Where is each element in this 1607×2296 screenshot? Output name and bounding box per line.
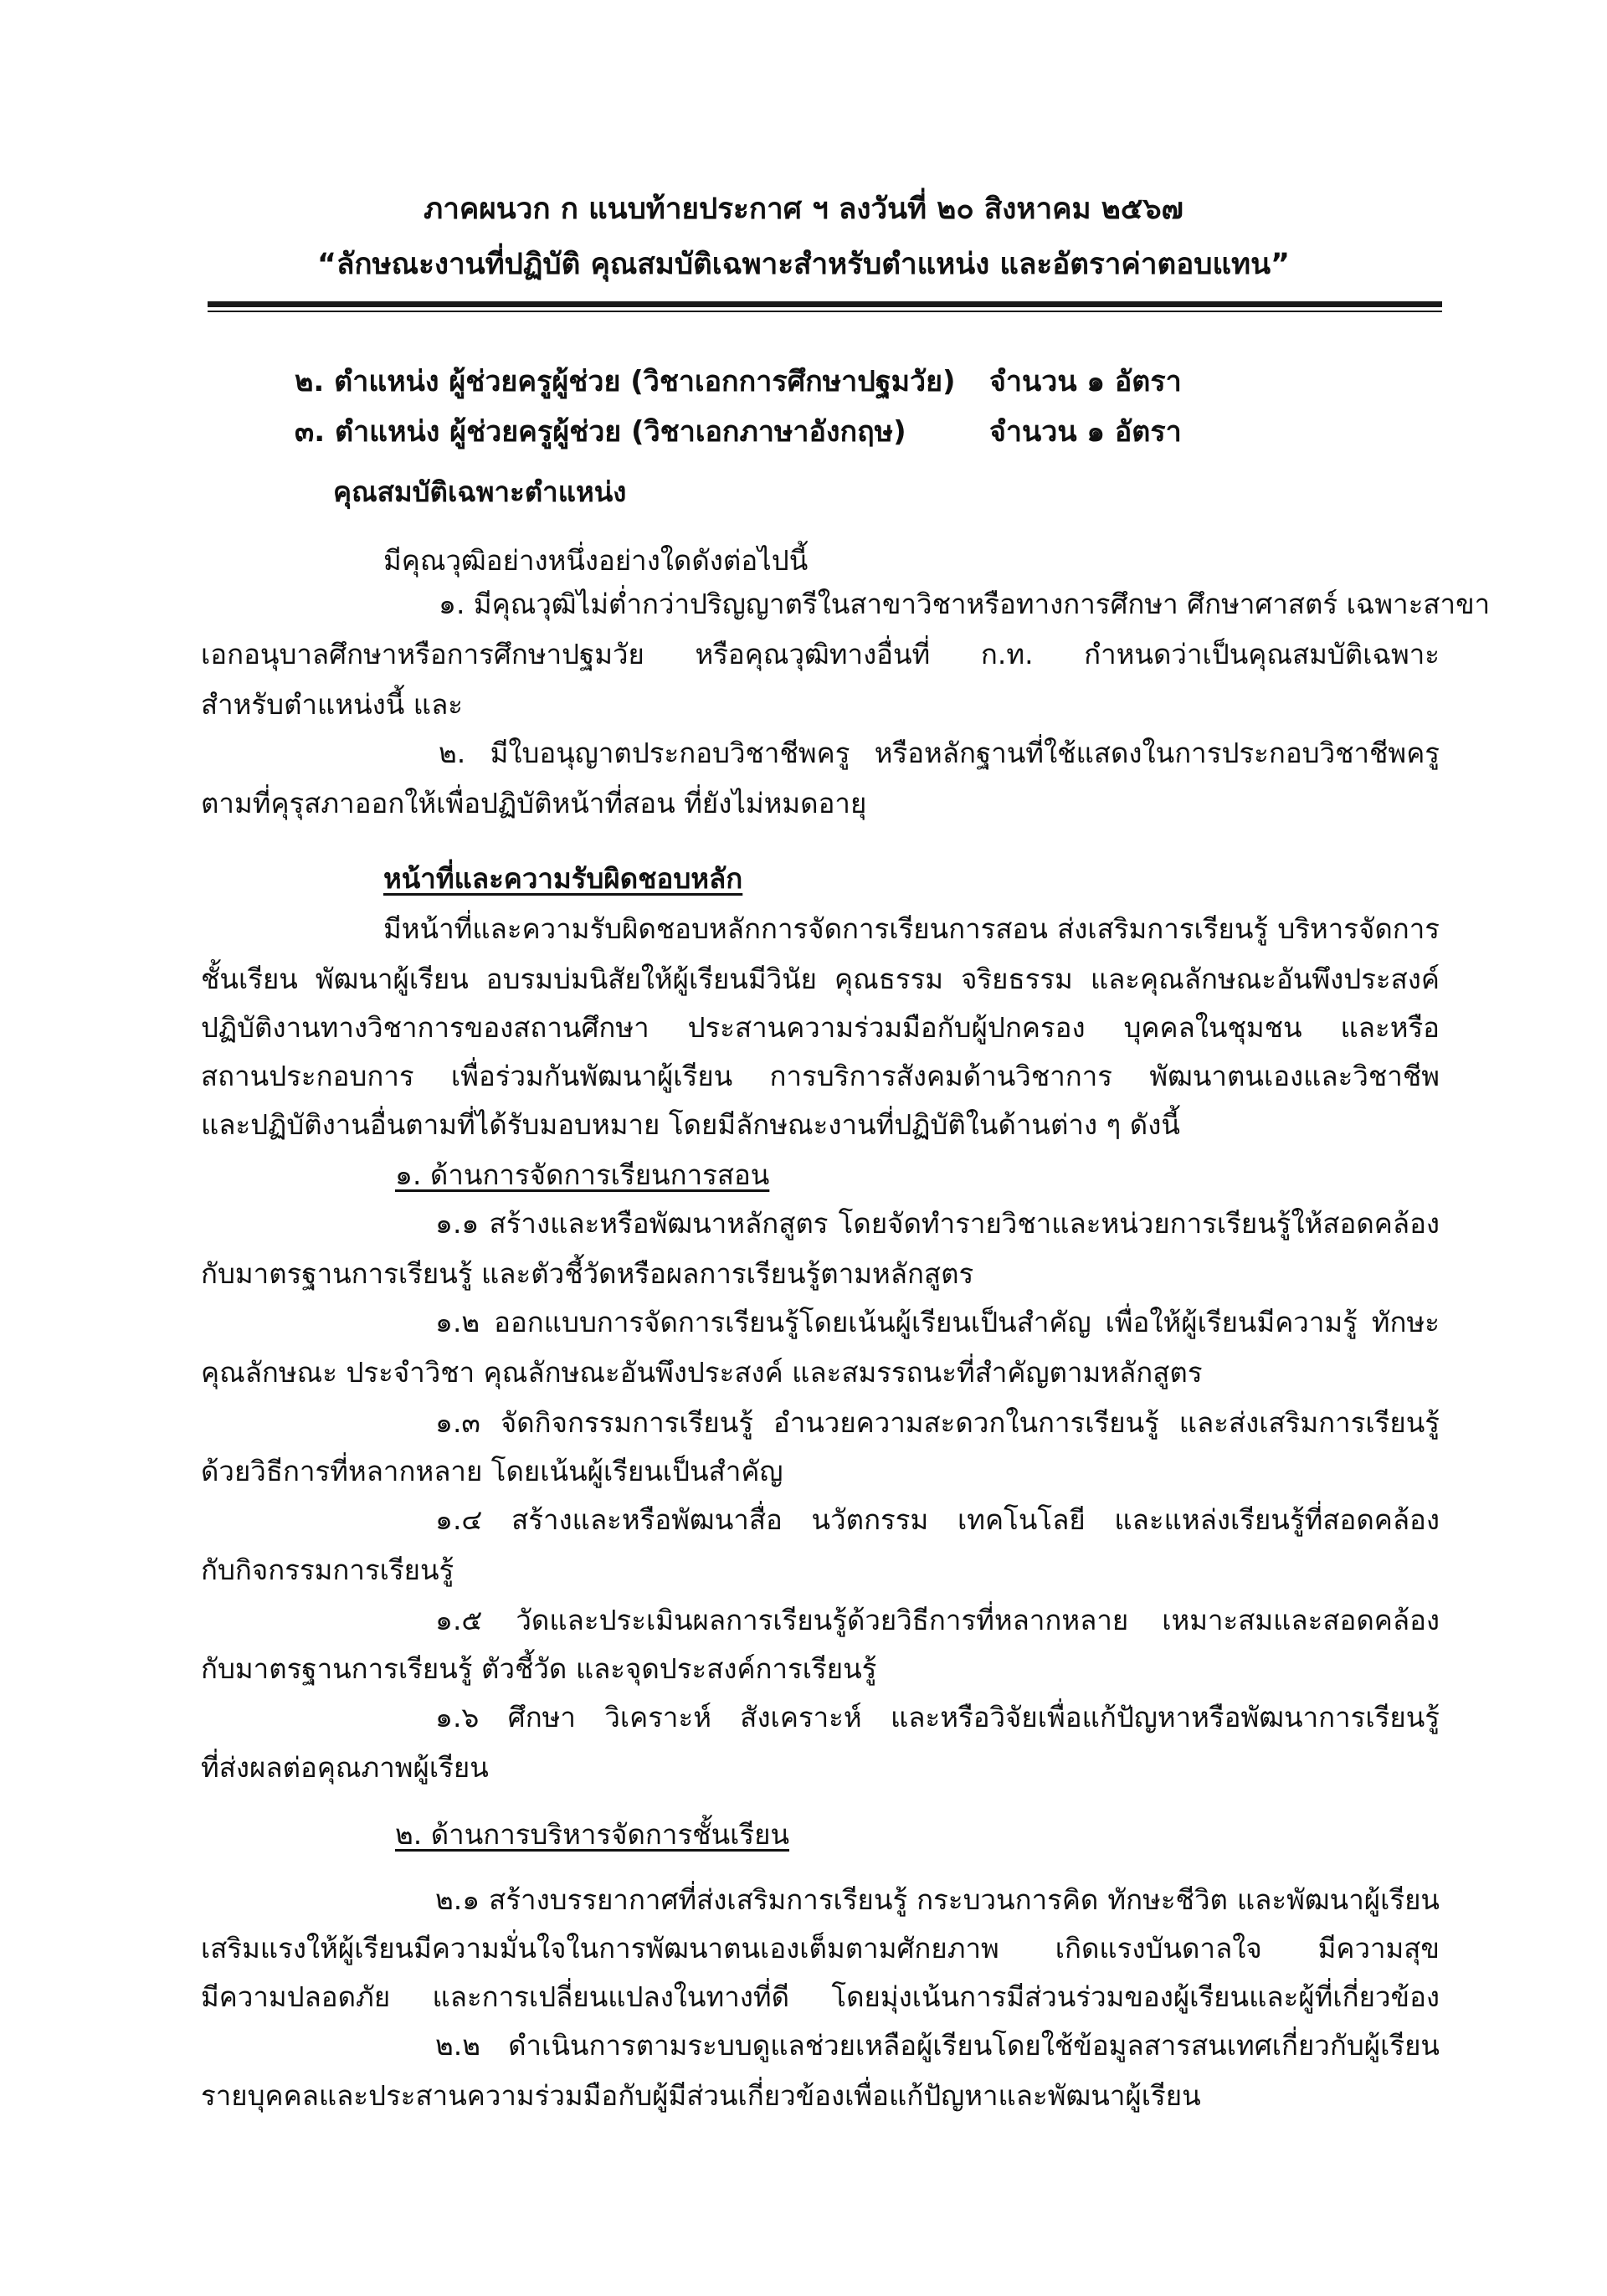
duties-intro-line-3: ปฏิบัติงานทางวิชาการของสถานศึกษา ประสานความร่วมมือกับผู้ปกครอง บุคคลในชุมชน และหรือ xyxy=(201,1011,1440,1044)
item-2-2-line-2: รายบุคคลและประสานความร่วมมือกับผู้มีส่วนเกี่ยวข้องเพื่อแก้ปัญหาและพัฒนาผู้เรียน xyxy=(201,2079,1201,2112)
duties-intro-line-5: และปฏิบัติงานอื่นตามที่ได้รับมอบหมาย โดยมีลักษณะงานที่ปฏิบัติในด้านต่าง ๆ ดังนี้ xyxy=(201,1108,1180,1141)
item-1-1-line-1: ๑.๑ สร้างและหรือพัฒนาหลักสูตร โดยจัดทำรายวิชาและหน่วยการเรียนรู้ให้สอดคล้อง xyxy=(435,1207,1440,1240)
position-count-2: จำนวน ๑ อัตรา xyxy=(989,365,1182,398)
duties-intro-line-1: มีหน้าที่และความรับผิดชอบหลักการจัดการเรียนการสอน ส่งเสริมการเรียนรู้ บริหารจัดการ xyxy=(383,912,1440,945)
section-1-heading: ๑. ด้านการจัดการเรียนการสอน xyxy=(395,1158,770,1191)
duties-intro-line-4: สถานประกอบการ เพื่อร่วมกันพัฒนาผู้เรียน การบริการสังคมด้านวิชาการ พัฒนาตนเองและวิชาชีพ xyxy=(201,1060,1440,1092)
item-2-1-line-3: มีความปลอดภัย และการเปลี่ยนแปลงในทางที่ดี โดยมุ่งเน้นการมีส่วนร่วมของผู้เรียนและผู้ที่เกี่ยวข้อง xyxy=(201,1980,1440,2013)
item-1-3-line-2: ด้วยวิธีการที่หลากหลาย โดยเน้นผู้เรียนเป็นสำคัญ xyxy=(201,1455,783,1487)
item-1-4-line-1: ๑.๔ สร้างและหรือพัฒนาสื่อ นวัตกรรม เทคโนโลยี และแหล่งเรียนรู้ที่สอดคล้อง xyxy=(435,1503,1440,1536)
duties-heading: หน้าที่และความรับผิดชอบหลัก xyxy=(383,862,743,895)
qualifications-heading: คุณสมบัติเฉพาะตำแหน่ง xyxy=(333,475,627,508)
item-1-6-line-1: ๑.๖ ศึกษา วิเคราะห์ สังเคราะห์ และหรือวิจัยเพื่อแก้ปัญหาหรือพัฒนาการเรียนรู้ xyxy=(435,1701,1440,1734)
qualification-1-line-1: ๑. มีคุณวุฒิไม่ต่ำกว่าปริญญาตรีในสาขาวิชาหรือทางการศึกษา ศึกษาศาสตร์ เฉพาะสาขา xyxy=(439,588,1491,620)
header-line-1: ภาคผนวก ก แนบท้ายประกาศ ฯ ลงวันที่ ๒๐ สิงหาคม ๒๕๖๗ xyxy=(424,193,1183,226)
header-divider-thick xyxy=(208,301,1442,307)
qualification-1-line-3: สำหรับตำแหน่งนี้ และ xyxy=(201,688,464,721)
item-1-2-line-2: คุณลักษณะ ประจำวิชา คุณลักษณะอันพึงประสงค์ และสมรรถนะที่สำคัญตามหลักสูตร xyxy=(201,1356,1203,1389)
section-2-heading: ๒. ด้านการบริหารจัดการชั้นเรียน xyxy=(395,1818,790,1851)
duties-intro-line-2: ชั้นเรียน พัฒนาผู้เรียน อบรมบ่มนิสัยให้ผู้เรียนมีวินัย คุณธรรม จริยธรรม และคุณลักษณะอันพึงประสงค์ xyxy=(201,963,1440,995)
position-title-2: ๒. ตำแหน่ง ผู้ช่วยครูผู้ช่วย (วิชาเอกการศึกษาปฐมวัย) xyxy=(295,365,956,398)
position-title-3: ๓. ตำแหน่ง ผู้ช่วยครูผู้ช่วย (วิชาเอกภาษาอังกฤษ) xyxy=(295,415,906,449)
item-2-1-line-1: ๒.๑ สร้างบรรยากาศที่ส่งเสริมการเรียนรู้ กระบวนการคิด ทักษะชีวิต และพัฒนาผู้เรียน xyxy=(435,1883,1440,1916)
item-2-2-line-1: ๒.๒ ดำเนินการตามระบบดูแลช่วยเหลือผู้เรียนโดยใช้ข้อมูลสารสนเทศเกี่ยวกับผู้เรียน xyxy=(435,2029,1440,2062)
item-1-2-line-1: ๑.๒ ออกแบบการจัดการเรียนรู้โดยเน้นผู้เรียนเป็นสำคัญ เพื่อให้ผู้เรียนมีความรู้ ทักษะ xyxy=(435,1306,1440,1338)
position-count-3: จำนวน ๑ อัตรา xyxy=(989,415,1182,449)
header-line-2: “ลักษณะงานที่ปฏิบัติ คุณสมบัติเฉพาะสำหรับตำแหน่ง และอัตราค่าตอบแทน” xyxy=(316,248,1291,281)
qualification-2-line-1: ๒. มีใบอนุญาตประกอบวิชาชีพครู หรือหลักฐานที่ใช้แสดงในการประกอบวิชาชีพครู xyxy=(439,737,1440,769)
item-1-3-line-1: ๑.๓ จัดกิจกรรมการเรียนรู้ อำนวยความสะดวกในการเรียนรู้ และส่งเสริมการเรียนรู้ xyxy=(435,1406,1440,1439)
qualification-1-line-2: เอกอนุบาลศึกษาหรือการศึกษาปฐมวัย หรือคุณวุฒิทางอื่นที่ ก.ท. กำหนดว่าเป็นคุณสมบัติเฉพาะ xyxy=(201,638,1440,670)
qualification-2-line-2: ตามที่คุรุสภาออกให้เพื่อปฏิบัติหน้าที่สอน ที่ยังไม่หมดอายุ xyxy=(201,787,867,819)
item-1-4-line-2: กับกิจกรรมการเรียนรู้ xyxy=(201,1554,454,1586)
qualifications-intro: มีคุณวุฒิอย่างหนึ่งอย่างใดดังต่อไปนี้ xyxy=(383,544,809,577)
item-1-6-line-2: ที่ส่งผลต่อคุณภาพผู้เรียน xyxy=(201,1751,489,1784)
item-2-1-line-2: เสริมแรงให้ผู้เรียนมีความมั่นใจในการพัฒนาตนเองเต็มตามศักยภาพ เกิดแรงบันดาลใจ มีความสุข xyxy=(201,1932,1440,1965)
header-divider-thin xyxy=(208,311,1442,312)
item-1-1-line-2: กับมาตรฐานการเรียนรู้ และตัวชี้วัดหรือผลการเรียนรู้ตามหลักสูตร xyxy=(201,1257,974,1290)
item-1-5-line-2: กับมาตรฐานการเรียนรู้ ตัวชี้วัด และจุดประสงค์การเรียนรู้ xyxy=(201,1652,877,1685)
item-1-5-line-1: ๑.๕ วัดและประเมินผลการเรียนรู้ด้วยวิธีการที่หลากหลาย เหมาะสมและสอดคล้อง xyxy=(435,1604,1440,1636)
